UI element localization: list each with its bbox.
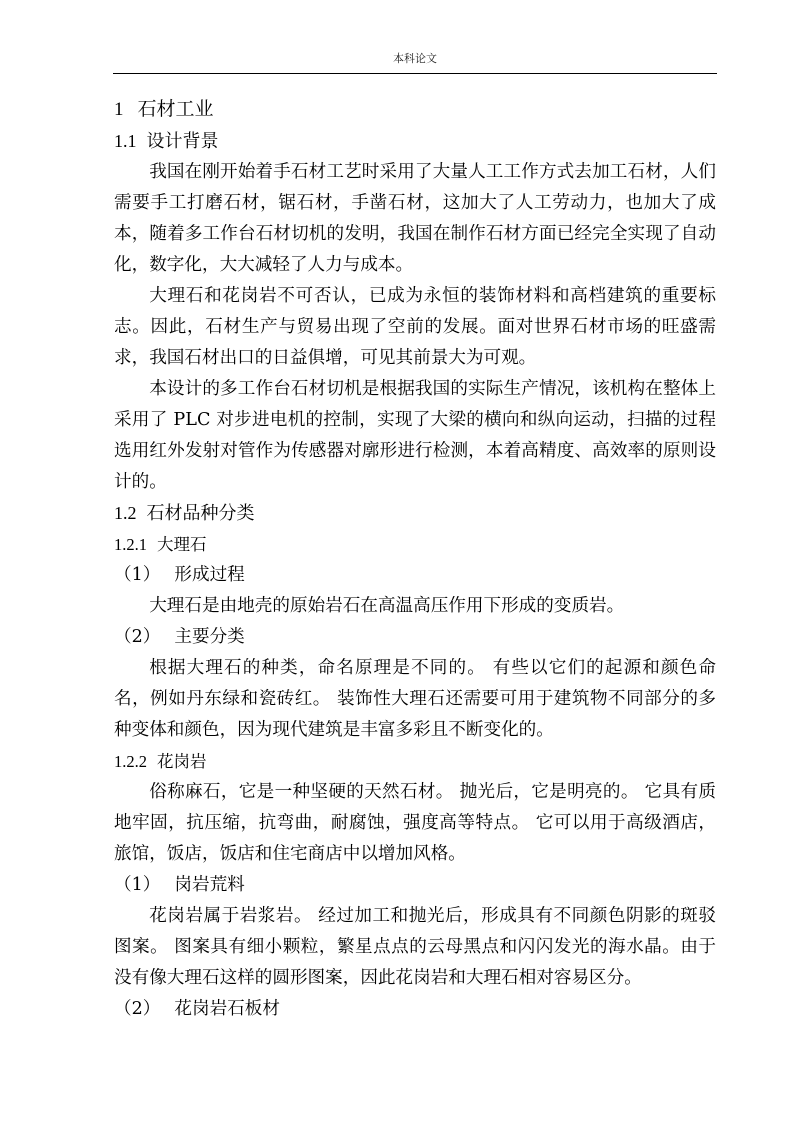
body-paragraph: 俗称麻石，它是一种坚硬的天然石材。 抛光后，它是明亮的。 它具有质地牢固，抗压缩，抗弯曲，耐腐蚀，强度高等特点。 它可以用于高级酒店，旅馆，饭店，饭店和住宅商店中以增加风格。 (114, 782, 716, 864)
section-heading-1-1 (114, 126, 716, 157)
list-item-label: 主要分类 (174, 627, 245, 647)
body-paragraph: 大理石是由地壳的原始岩石在高温高压作用下形成的变质岩。 (149, 596, 625, 616)
section-number: 1.1 (114, 131, 137, 151)
body-paragraph: 我国在刚开始着手石材工艺时采用了大量人工工作方式去加工石材，人们需要手工打磨石材，锯石材，手凿石材，这加大了人工劳动力，也加大了成本，随着多工作台石材切机的发明，我国在制作石材方面已经完全实现了自动化，数字化，大大减轻了人力与成本。 (114, 162, 716, 275)
section-heading-1-2-2 (114, 746, 716, 777)
body-paragraph: 大理石和花岗岩不可否认，已成为永恒的装饰材料和高档建筑的重要标志。因此，石材生产与贸易出现了空前的发展。面对世界石材市场的旺盛需求，我国石材出口的日益俱增，可见其前景大为可观。 (114, 286, 716, 368)
list-item-label: 岗岩荒料 (174, 875, 245, 895)
list-item-label: 花岗岩石板材 (174, 999, 280, 1019)
section-heading-1-2 (114, 498, 716, 529)
document-body (114, 93, 716, 1025)
body-paragraph: 本设计的多工作台石材切机是根据我国的实际生产情况，该机构在整体上采用了 PLC 对步进电机的控制，实现了大梁的横向和纵向运动，扫描的过程选用红外发射对管作为传感器对廓形进行检测，本着高精度、高效率的原则设计的。 (114, 379, 716, 492)
list-marker: （1） (114, 875, 161, 895)
section-title: 石材品种分类 (146, 503, 255, 524)
section-title: 设计背景 (146, 131, 219, 152)
section-heading-1-2-1 (114, 529, 716, 560)
section-title: 花岗岩 (157, 752, 207, 771)
list-item (114, 560, 716, 591)
section-number: 1.2 (114, 503, 137, 523)
list-item (114, 994, 716, 1025)
running-header: 本科论文 (393, 52, 437, 65)
list-marker: （2） (114, 999, 161, 1019)
section-number: 1.2.2 (114, 752, 147, 771)
section-title: 石材工业 (137, 98, 214, 120)
section-title: 大理石 (157, 535, 207, 554)
list-item-label: 形成过程 (174, 565, 245, 585)
section-number: 1 (114, 99, 124, 120)
body-paragraph: 花岗岩属于岩浆岩。 经过加工和抛光后，形成具有不同颜色阴影的斑驳图案。 图案具有细小颗粒，繁星点点的云母黑点和闪闪发光的海水晶。由于没有像大理石这样的圆形图案，因此花岗岩和大理石相对容易区分。 (114, 906, 716, 988)
list-item (114, 622, 716, 653)
list-marker: （2） (114, 627, 161, 647)
body-paragraph: 根据大理石的种类，命名原理是不同的。 有些以它们的起源和颜色命名，例如丹东绿和瓷砖红。 装饰性大理石还需要可用于建筑物不同部分的多种变体和颜色，因为现代建筑是丰富多彩且不断变化的。 (114, 658, 716, 740)
section-heading-1 (114, 93, 716, 126)
list-marker: （1） (114, 565, 161, 585)
section-number: 1.2.1 (114, 535, 147, 554)
list-item (114, 870, 716, 901)
header-divider (113, 73, 717, 74)
